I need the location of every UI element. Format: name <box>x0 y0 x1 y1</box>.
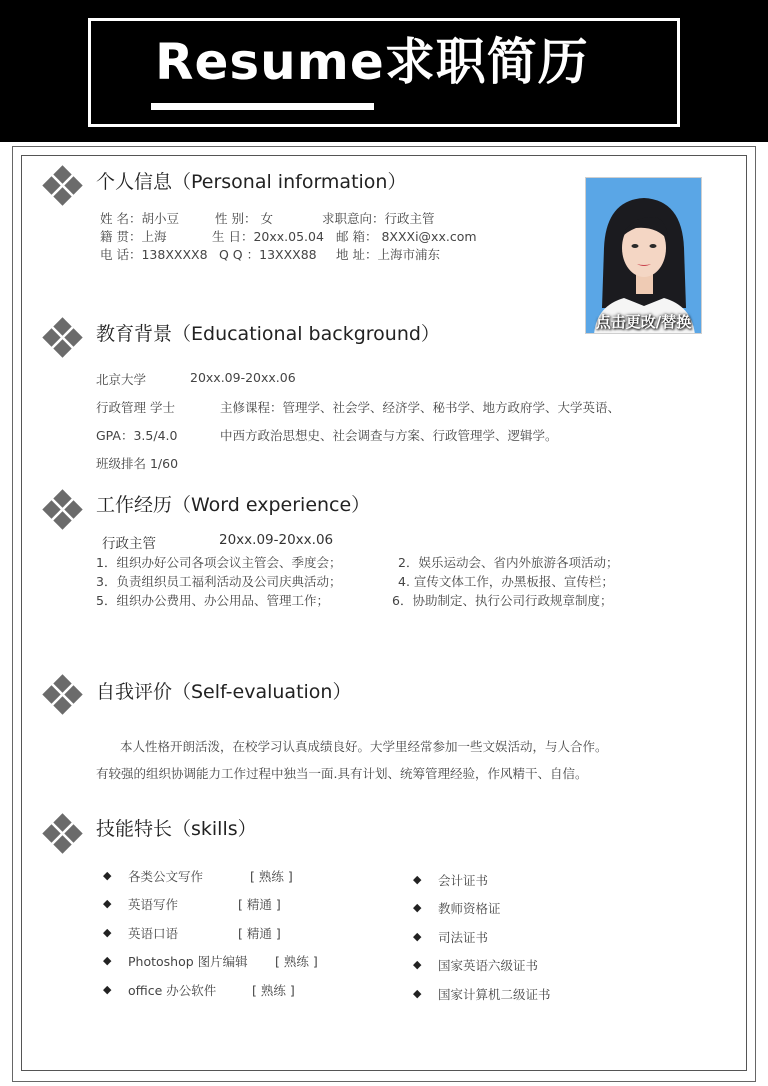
section-title-work: 工作经历（Word experience） <box>96 494 371 516</box>
section-title-self-evaluation: 自我评价（Self-evaluation） <box>96 681 352 703</box>
skill-name: 英语写作 <box>128 897 179 912</box>
diamond-cluster-icon <box>42 318 82 362</box>
skill-level: [ 精通 ] <box>238 926 281 941</box>
work-period: 20xx.09-20xx.06 <box>219 532 334 548</box>
certificate-item: 会计证书 <box>438 873 489 888</box>
skill-level: [ 熟练 ] <box>250 869 293 884</box>
section-title-education: 教育背景（Educational background） <box>96 323 440 345</box>
skill-level: [ 熟练 ] <box>252 983 295 998</box>
edu-school: 北京大学 <box>96 372 147 387</box>
profile-photo[interactable] <box>585 177 702 334</box>
personal-native-place: 籍 贯：上海 <box>100 229 167 244</box>
certificate-item: 司法证书 <box>438 930 489 945</box>
work-duty: 1．组织办好公司各项会议主管会、季度会； <box>96 555 342 570</box>
personal-qq: Q Q ：13XXX88 <box>219 247 317 262</box>
diamond-bullet-icon: ◆ <box>413 987 422 1000</box>
diamond-bullet-icon: ◆ <box>413 930 422 943</box>
diamond-cluster-icon <box>42 675 82 719</box>
photo-replace-caption[interactable]: 点击更改/替换 <box>595 313 692 331</box>
edu-rank: 班级排名 1/60 <box>96 456 179 471</box>
certificate-item: 国家计算机二级证书 <box>438 987 551 1002</box>
skill-level: [ 精通 ] <box>238 897 281 912</box>
work-duty: 4. 宣传文体工作，办黑板报、宣传栏； <box>398 574 614 589</box>
personal-email: 邮 箱： 8XXXi@xx.com <box>336 229 477 244</box>
skill-name: office 办公软件 <box>128 983 217 998</box>
diamond-cluster-icon <box>42 166 82 210</box>
work-duty: 6．协助制定、执行公司行政规章制度； <box>392 593 613 608</box>
self-evaluation-line1: 本人性格开朗活泼，在校学习认真成绩良好。大学里经常参加一些文娱活动，与人合作。 <box>120 739 608 754</box>
diamond-bullet-icon: ◆ <box>103 983 112 996</box>
skill-name: 英语口语 <box>128 926 179 941</box>
personal-birthday: 生 日：20xx.05.04 <box>212 229 324 244</box>
work-duty: 3．负责组织员工福利活动及公司庆典活动； <box>96 574 342 589</box>
certificate-item: 国家英语六级证书 <box>438 958 539 973</box>
diamond-bullet-icon: ◆ <box>103 926 112 939</box>
edu-courses-line2: 中西方政治思想史、社会调查与方案、行政管理学、逻辑学。 <box>220 428 558 443</box>
edu-period: 20xx.09-20xx.06 <box>190 370 296 385</box>
personal-gender: 性 别： 女 <box>215 211 273 226</box>
diamond-cluster-icon <box>42 490 82 534</box>
diamond-cluster-icon <box>42 814 82 858</box>
edu-gpa: GPA：3.5/4.0 <box>96 428 178 443</box>
section-title-skills: 技能特长（skills） <box>96 818 257 840</box>
diamond-bullet-icon: ◆ <box>413 873 422 886</box>
diamond-bullet-icon: ◆ <box>413 958 422 971</box>
diamond-bullet-icon: ◆ <box>103 954 112 967</box>
resume-title: Resume求职简历 <box>155 33 589 91</box>
work-duty: 5．组织办公费用、办公用品、管理工作； <box>96 593 329 608</box>
edu-courses-line1: 主修课程：管理学、社会学、经济学、秘书学、地方政府学、大学英语、 <box>220 400 621 415</box>
diamond-bullet-icon: ◆ <box>413 901 422 914</box>
skill-name: Photoshop 图片编辑 <box>128 954 248 969</box>
edu-degree: 行政管理 学士 <box>96 400 175 415</box>
diamond-bullet-icon: ◆ <box>103 869 112 882</box>
work-duty: 2．娱乐运动会、省内外旅游各项活动； <box>398 555 619 570</box>
personal-job-intention: 求职意向：行政主管 <box>322 211 435 226</box>
section-title-personal: 个人信息（Personal information） <box>96 171 407 193</box>
certificate-item: 教师资格证 <box>438 901 501 916</box>
skill-level: [ 熟练 ] <box>275 954 318 969</box>
skill-name: 各类公文写作 <box>128 869 204 884</box>
personal-phone: 电 话：138XXXX8 <box>100 247 208 262</box>
personal-address: 地 址：上海市浦东 <box>336 247 440 262</box>
work-position: 行政主管 <box>102 536 156 552</box>
diamond-bullet-icon: ◆ <box>103 897 112 910</box>
header-banner <box>0 0 768 142</box>
header-underline <box>151 103 374 110</box>
self-evaluation-line2: 有较强的组织协调能力工作过程中独当一面.具有计划、统筹管理经验，作风精干、自信。 <box>96 766 588 781</box>
personal-name: 姓 名：胡小豆 <box>100 211 179 226</box>
